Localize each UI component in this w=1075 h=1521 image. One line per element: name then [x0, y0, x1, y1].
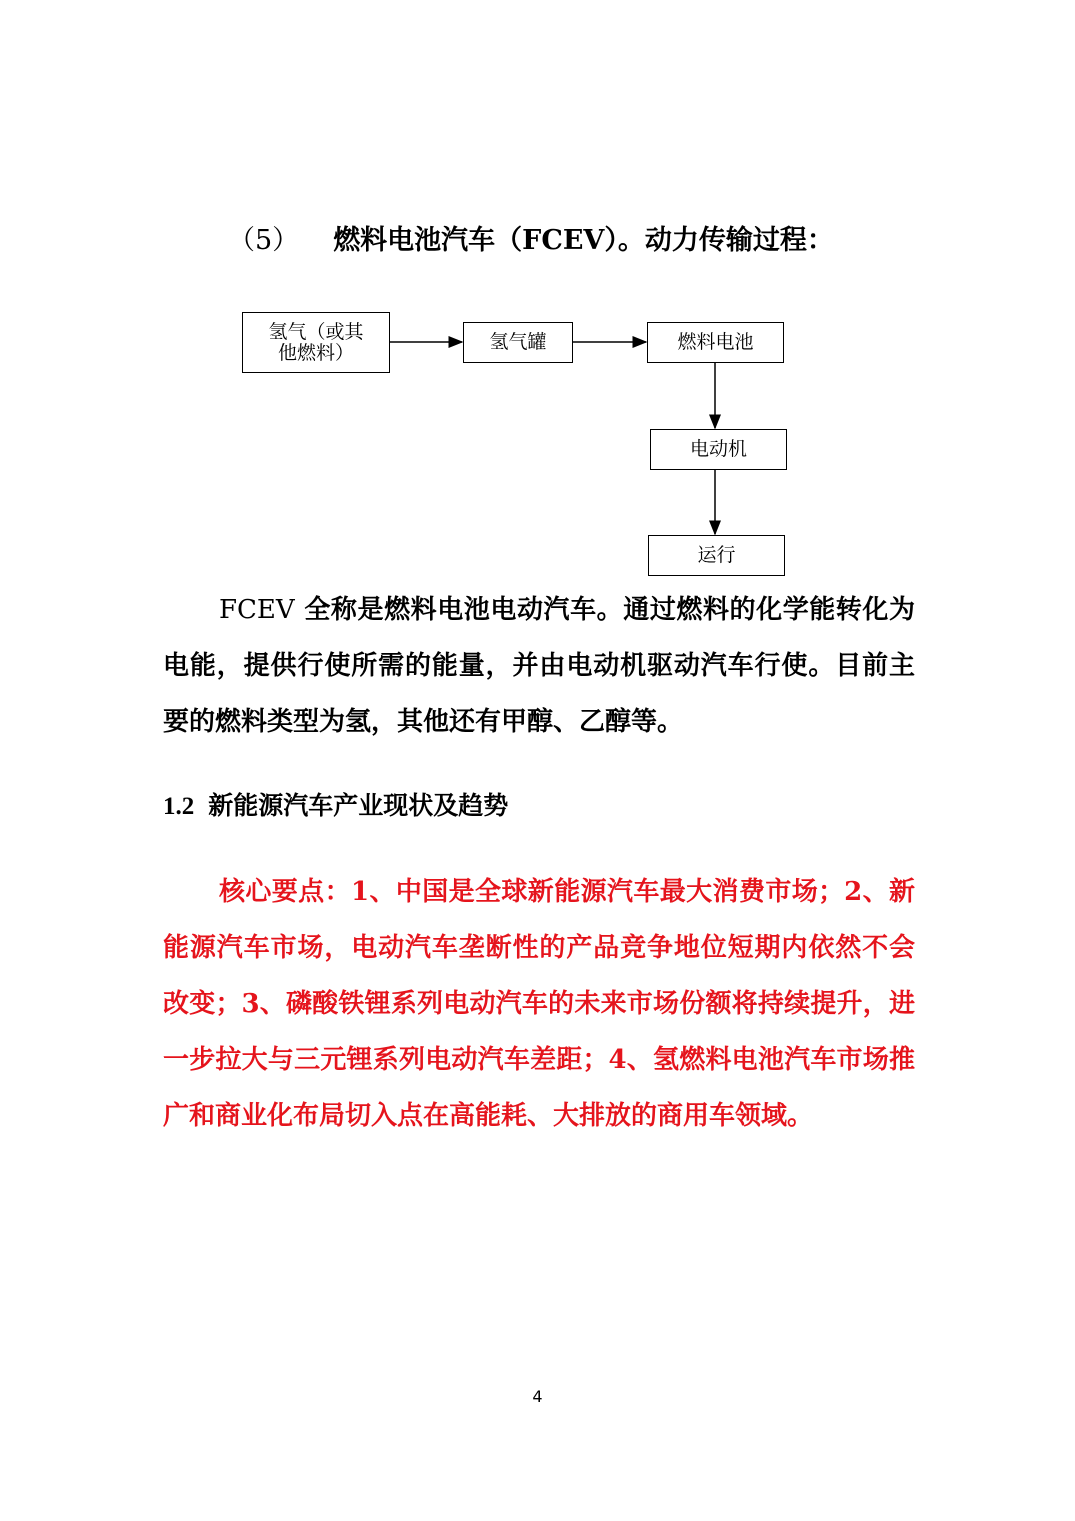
power-transmission-diagram	[0, 0, 1075, 600]
node-hydrogen-tank: 氢气罐	[463, 322, 573, 363]
section-title: 新能源汽车产业现状及趋势	[208, 791, 509, 820]
section-number: 1.2	[163, 793, 195, 820]
section-heading	[163, 786, 508, 822]
key-points-text: 1、中国是全球新能源汽车最大消费市场；2、新能源汽车市场，电动汽车垄断性的产品竞争地位短期内依然不会改变；3、磷酸铁锂系列电动汽车的未来市场份额将持续提升，进一步拉大与三元锂系列电动汽车差距；4、氢燃料电池汽车市场推广和商业化布局切入点在高能耗、大排放的商用车领域。	[163, 877, 915, 1131]
key-points	[163, 864, 915, 1144]
page-number: 4	[532, 1387, 543, 1406]
node-fuel-cell: 燃料电池	[647, 322, 784, 363]
fcev-description	[163, 582, 915, 750]
subsection-number: （5）	[228, 225, 300, 256]
node-hydrogen-source: 氢气（或其他燃料）	[242, 312, 390, 373]
key-points-lead: 核心要点：	[219, 877, 351, 907]
node-operation: 运行	[648, 535, 785, 576]
subsection-title: 燃料电池汽车（FCEV）。动力传输过程：	[333, 225, 834, 256]
node-motor: 电动机	[650, 429, 787, 470]
fcev-abbr: FCEV	[219, 595, 295, 625]
fcev-text: 全称是燃料电池电动汽车。通过燃料的化学能转化为电能，提供行使所需的能量，并由电动机驱动汽车行使。目前主要的燃料类型为氢，其他还有甲醇、乙醇等。	[163, 595, 915, 737]
